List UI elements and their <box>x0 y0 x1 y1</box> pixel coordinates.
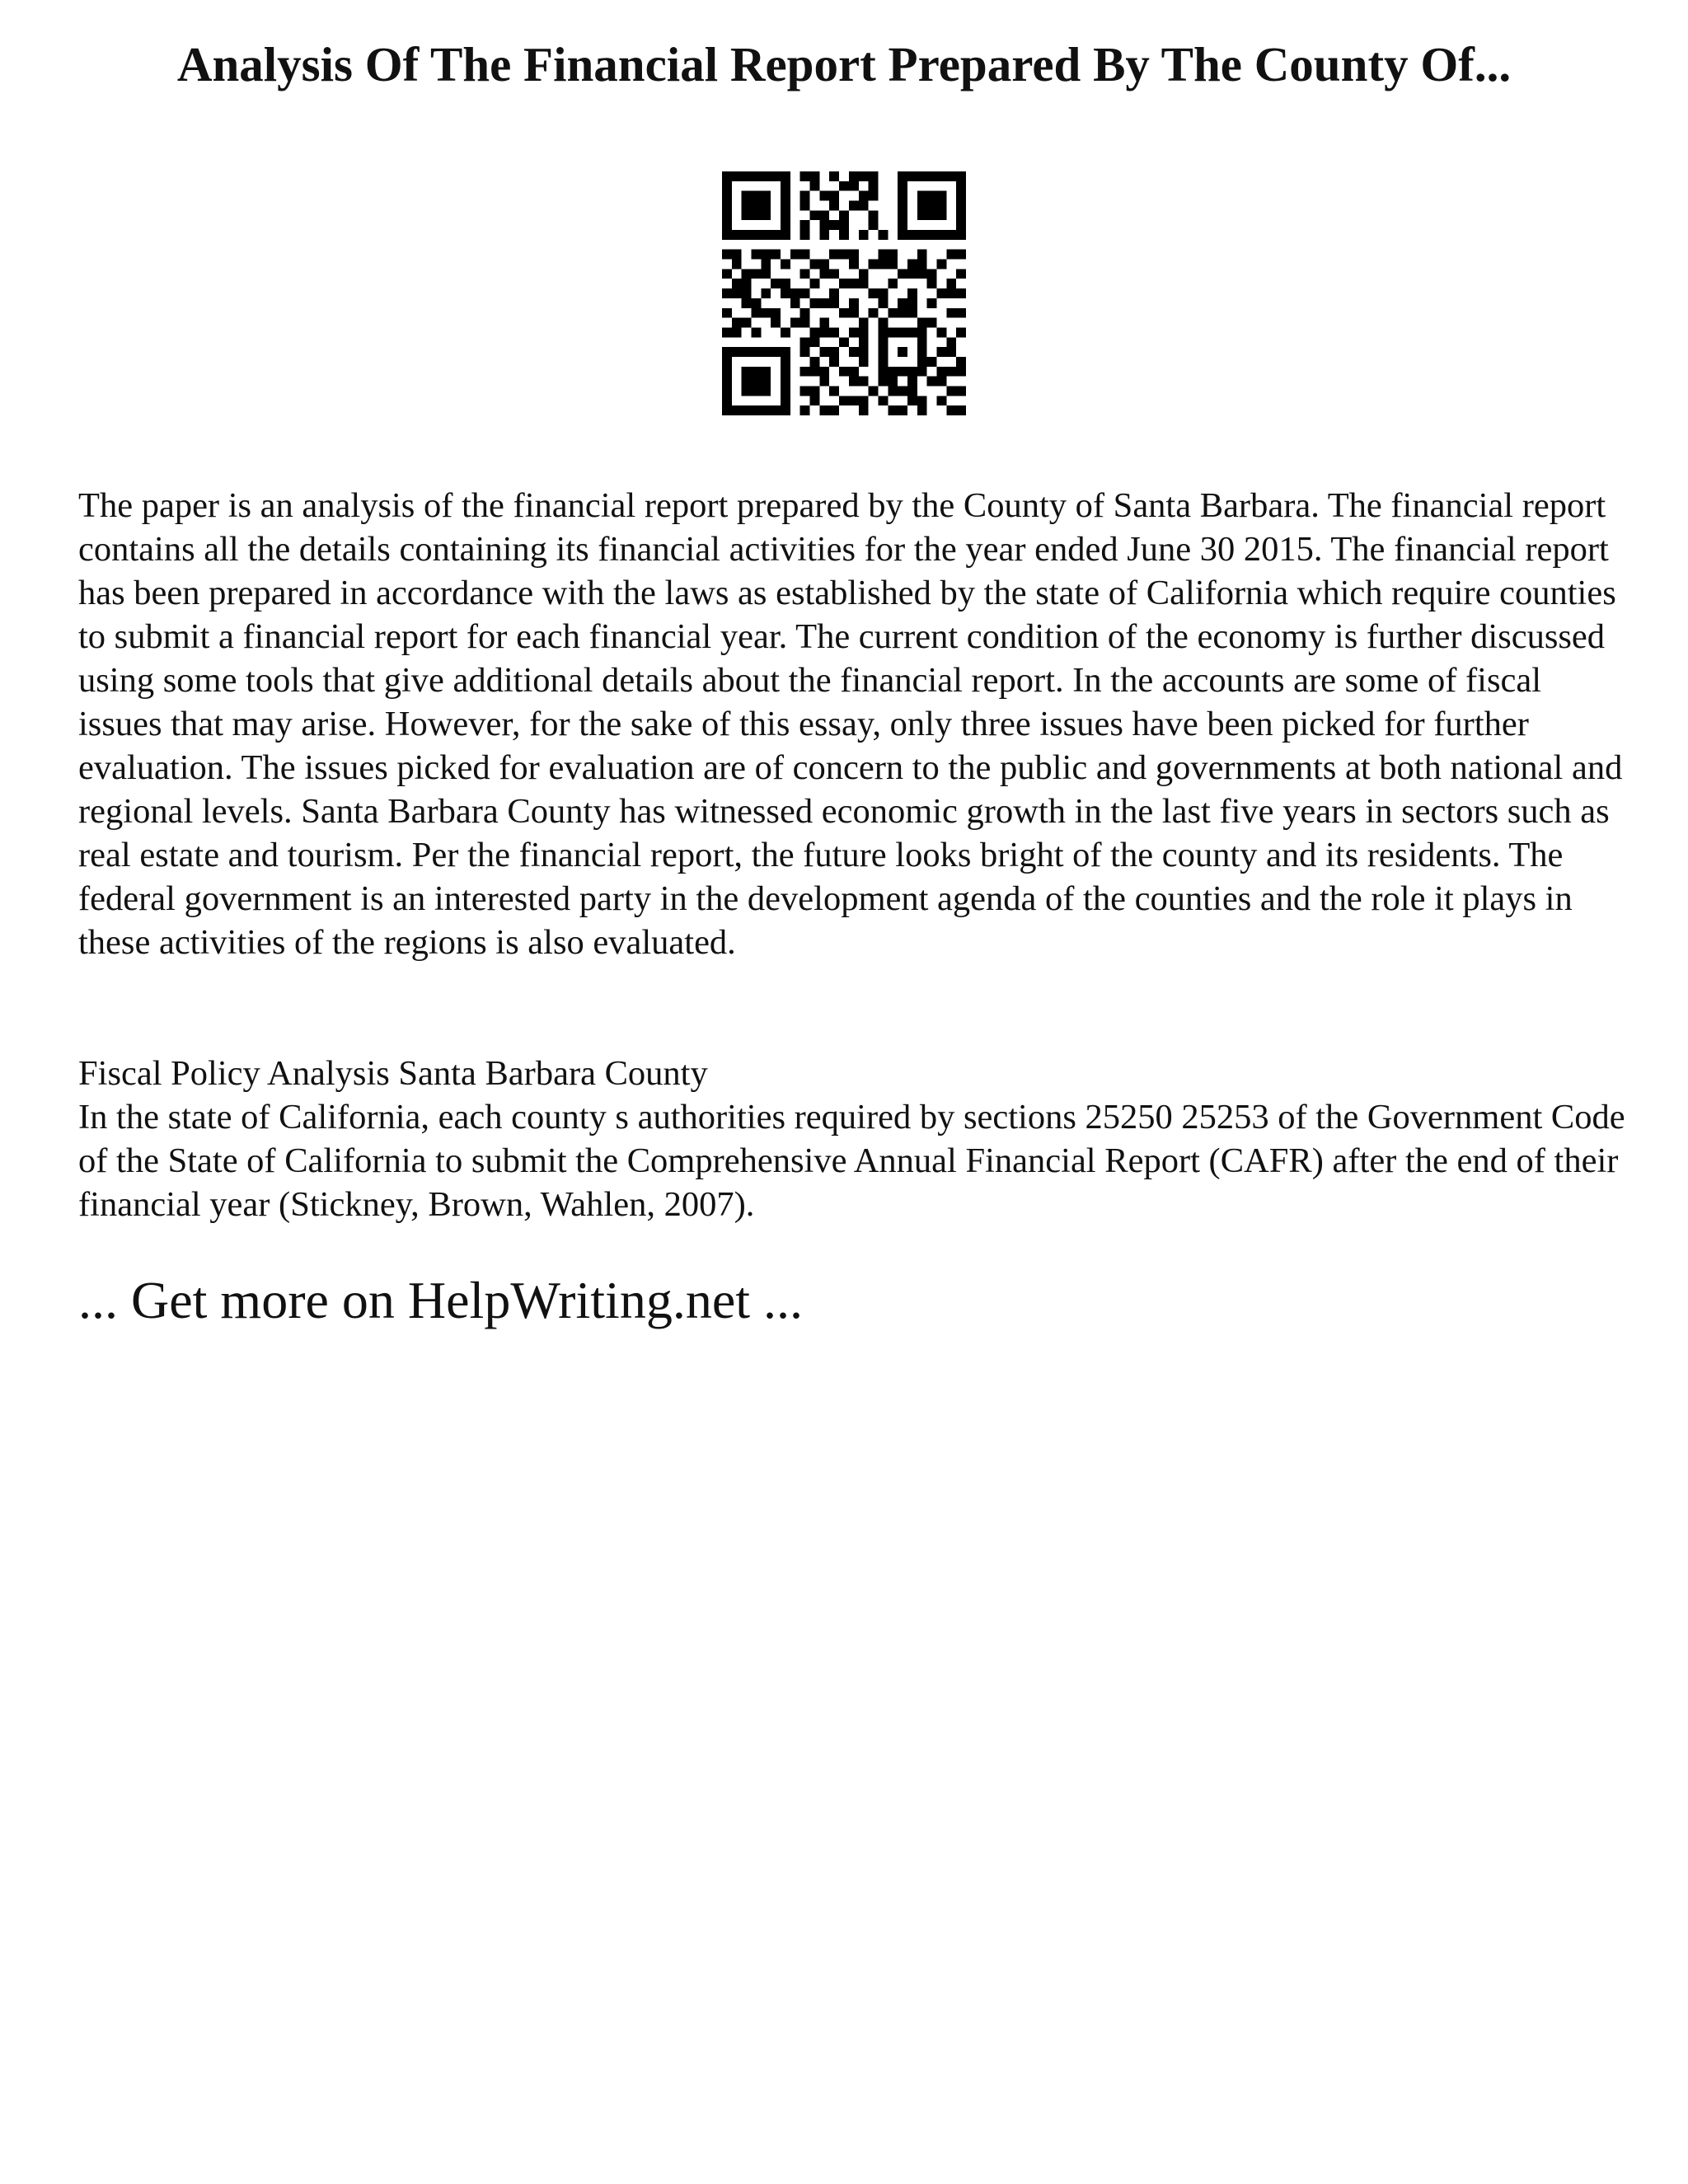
section-heading: Fiscal Policy Analysis Santa Barbara County <box>78 1054 708 1093</box>
section-paragraph: In the state of California, each county s authorities required by sections 25250 25253 of the Government Code of the State of California to submit the Comprehensive Annual Financial Report (CAFR) after the end of their financial year (Stickney, Brown, Wahlen, 2007). <box>78 1098 1625 1224</box>
qr-code <box>722 171 966 415</box>
intro-paragraph: The paper is an analysis of the financial report prepared by the County of Santa Barbara. The financial report contains all the details containing its financial activities for the year ended June 30 2015. The financial report has been prepared in accordance with the laws as established by the state of California which require counties to submit a financial report for each financial year. The current condition of the economy is further discussed using some tools that give additional details about the financial report. In the accounts are some of fiscal issues that may arise. However, for the sake of this essay, only three issues have been picked for further evaluation. The issues picked for evaluation are of concern to the public and governments at both national and regional levels. Santa Barbara County has witnessed economic growth in the last five years in sectors such as real estate and tourism. Per the financial report, the future looks bright of the county and its residents. The federal government is an interested party in the development agenda of the counties and the role it plays in these activities of the regions is also evaluated. <box>78 486 1623 962</box>
fiscal-policy-section <box>78 1052 1628 1226</box>
get-more-link[interactable]: ... Get more on HelpWriting.net ... <box>78 1271 803 1329</box>
document-title: Analysis Of The Financial Report Prepared By The County Of... <box>176 37 1512 91</box>
